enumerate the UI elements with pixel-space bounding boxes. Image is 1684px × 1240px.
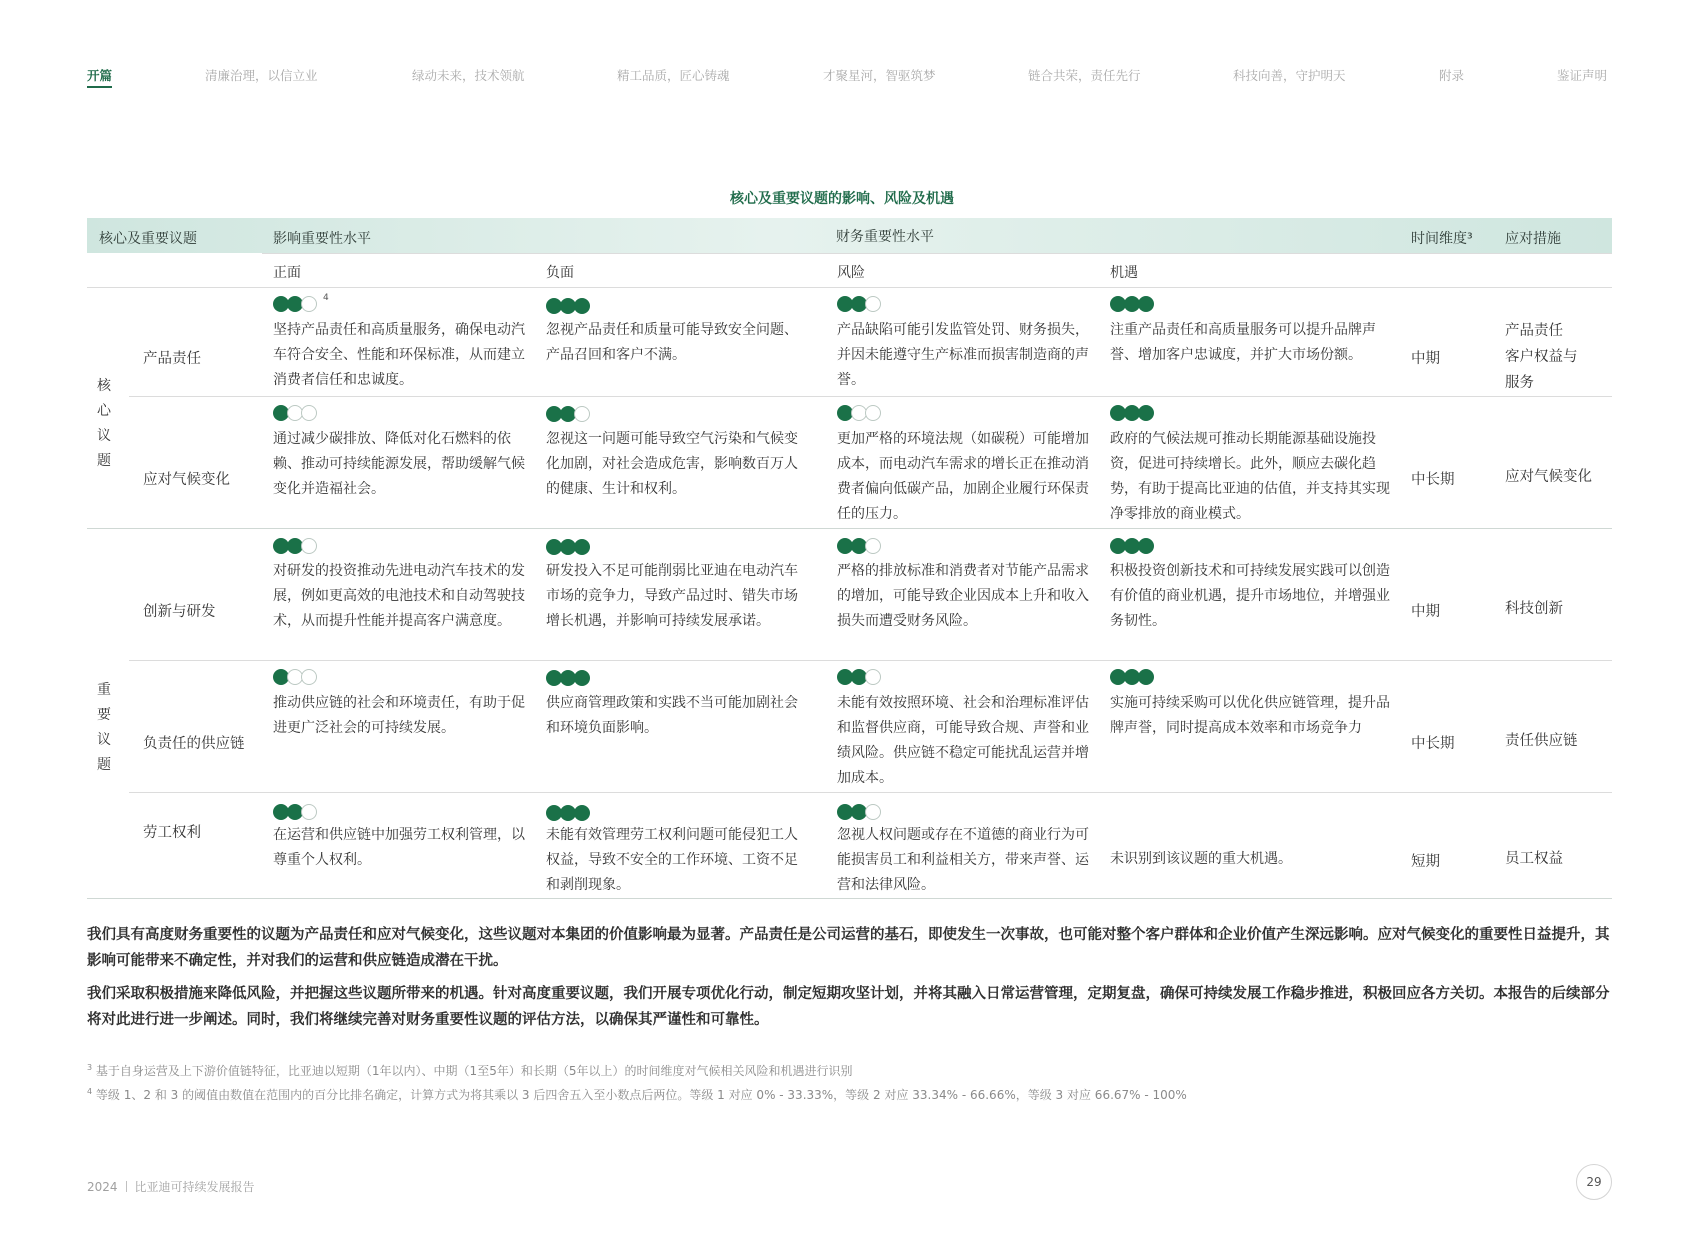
header-measures: 应对措施 bbox=[1505, 231, 1561, 247]
rating-dot-empty bbox=[574, 406, 590, 422]
rating-dot-empty bbox=[301, 804, 317, 820]
header-impact: 影响重要性水平 bbox=[273, 231, 371, 247]
rating-dot-filled bbox=[574, 805, 590, 821]
nav-item-green-future[interactable]: 绿动未来，技术领航 bbox=[412, 68, 525, 83]
cell-negative: 未能有效管理劳工权利问题可能侵犯工人权益，导致不安全的工作环境、工资不足和剥削现象。 bbox=[546, 827, 798, 893]
measure-line: 客户权益与 bbox=[1505, 349, 1578, 365]
cell-measures bbox=[1505, 596, 1563, 622]
rating-negative bbox=[546, 805, 606, 821]
topic-innovation: 创新与研发 bbox=[143, 604, 216, 620]
topic-climate-change: 应对气候变化 bbox=[143, 472, 230, 488]
rating-risk bbox=[837, 405, 897, 421]
nav-item-talent[interactable]: 才聚星河，智驱筑梦 bbox=[823, 68, 936, 83]
rating-dot-empty bbox=[865, 804, 881, 820]
footnote bbox=[87, 1062, 1612, 1079]
cell-positive: 通过减少碳排放、降低对化石燃料的依赖、推动可持续能源发展，帮助缓解气候变化并造福社会。 bbox=[273, 431, 525, 497]
measure-line: 产品责任 bbox=[1505, 323, 1563, 339]
row-divider bbox=[129, 792, 1612, 793]
rating-risk bbox=[837, 669, 897, 685]
rating-dot-filled bbox=[574, 539, 590, 555]
cell-opportunity: 政府的气候法规可推动长期能源基础设施投资，促进可持续增长。此外，顺应去碳化趋势，有助于提高比亚迪的估值，并支持其实现净零排放的商业模式。 bbox=[1110, 431, 1390, 522]
rating-dot-empty bbox=[301, 296, 317, 312]
body-paragraph: 我们采取积极措施来降低风险，并把握这些议题所带来的机遇。针对高度重要议题，我们开展专项优化行动，制定短期攻坚计划，并将其融入日常运营管理，定期复盘，确保可持续发展工作稳步推进，积极回应各方关切。本报告的后续部分将对此进行进一步阐述。同时，我们将继续完善对财务重要性议题的评估方法，以确保其严谨性和可靠性。 bbox=[87, 986, 1610, 1028]
cell-time: 中期 bbox=[1411, 351, 1440, 367]
rating-risk bbox=[837, 538, 897, 554]
body-paragraph: 我们具有高度财务重要性的议题为产品责任和应对气候变化，这些议题对本集团的价值影响最为显著。产品责任是公司运营的基石，即使发生一次事故，也可能对整个客户群体和企业价值产生深远影响。应对气候变化的重要性日益提升，其影响可能带来不确定性，并对我们的运营和供应链造成潜在干扰。 bbox=[87, 927, 1610, 969]
cell-negative: 研发投入不足可能削弱比亚迪在电动汽车市场的竞争力，导致产品过时、错失市场增长机遇，并影响可持续发展承诺。 bbox=[546, 563, 798, 629]
group-important-label: 重要议题 bbox=[97, 682, 111, 773]
topic-product-responsibility: 产品责任 bbox=[143, 351, 201, 367]
measure-line: 应对气候变化 bbox=[1505, 469, 1592, 485]
rating-opportunity bbox=[1110, 669, 1170, 685]
rating-negative bbox=[546, 406, 606, 422]
subheader-positive: 正面 bbox=[273, 265, 301, 281]
cell-measures bbox=[1505, 318, 1578, 396]
cell-opportunity: 积极投资创新技术和可持续发展实践可以创造有价值的商业机遇，提升市场地位，并增强业务韧性。 bbox=[1110, 563, 1390, 629]
rating-negative bbox=[546, 539, 606, 555]
cell-risk: 严格的排放标准和消费者对节能产品需求的增加，可能导致企业因成本上升和收入损失而遭受财务风险。 bbox=[837, 563, 1089, 629]
measure-line: 责任供应链 bbox=[1505, 733, 1578, 749]
top-nav bbox=[87, 66, 1611, 90]
rating-positive bbox=[273, 669, 333, 685]
subheader-negative: 负面 bbox=[546, 265, 574, 281]
nav-item-supply-chain[interactable]: 链合共荣，责任先行 bbox=[1028, 68, 1141, 83]
rating-negative bbox=[546, 298, 606, 314]
cell-measures bbox=[1505, 464, 1592, 490]
cell-risk: 更加严格的环境法规（如碳税）可能增加成本，而电动汽车需求的增长正在推动消费者偏向低碳产品，加剧企业履行环保责任的压力。 bbox=[837, 431, 1089, 522]
header-financial: 财务重要性水平 bbox=[836, 229, 934, 245]
cell-time: 中期 bbox=[1411, 604, 1440, 620]
cell-risk: 未能有效按照环境、社会和治理标准评估和监督供应商，可能导致合规、声誉和业绩风险。供应链不稳定可能扰乱运营并增加成本。 bbox=[837, 695, 1089, 786]
cell-opportunity: 未识别到该议题的重大机遇。 bbox=[1110, 851, 1292, 867]
footnote-mark: 4 bbox=[87, 1087, 93, 1096]
header-topic: 核心及重要议题 bbox=[99, 231, 197, 247]
subheader-opportunity: 机遇 bbox=[1110, 265, 1138, 281]
cell-risk: 忽视人权问题或存在不道德的商业行为可能损害员工和利益相关方，带来声誉、运营和法律风险。 bbox=[837, 827, 1089, 893]
rating-dot-empty bbox=[865, 538, 881, 554]
measure-line: 员工权益 bbox=[1505, 851, 1563, 867]
footer-report-title: 比亚迪可持续发展报告 bbox=[134, 1180, 255, 1194]
footer-year: 2024 bbox=[87, 1180, 118, 1194]
cell-negative: 忽视这一问题可能导致空气污染和气候变化加剧，对社会造成危害，影响数百万人的健康、生计和权利。 bbox=[546, 431, 798, 497]
rating-footnote-mark: 4 bbox=[323, 293, 329, 303]
nav-item-technology[interactable]: 科技向善，守护明天 bbox=[1233, 68, 1346, 83]
measure-line: 服务 bbox=[1505, 375, 1534, 391]
cell-positive: 对研发的投资推动先进电动汽车技术的发展，例如更高效的电池技术和自动驾驶技术，从而提升性能并提高客户满意度。 bbox=[273, 563, 525, 629]
cell-opportunity: 实施可持续采购可以优化供应链管理，提升品牌声誉，同时提高成本效率和市场竞争力 bbox=[1110, 695, 1390, 736]
rating-dot-filled bbox=[574, 298, 590, 314]
rating-opportunity bbox=[1110, 405, 1170, 421]
measure-line: 科技创新 bbox=[1505, 601, 1563, 617]
rating-dot-empty bbox=[301, 405, 317, 421]
table-bottom bbox=[87, 898, 1612, 899]
nav-item-assurance[interactable]: 鉴证声明 bbox=[1557, 68, 1608, 83]
page-footer bbox=[87, 1178, 255, 1195]
cell-positive: 坚持产品责任和高质量服务，确保电动汽车符合安全、性能和环保标准，从而建立消费者信任和忠诚度。 bbox=[273, 322, 525, 388]
rating-positive bbox=[273, 538, 333, 554]
cell-opportunity: 注重产品责任和高质量服务可以提升品牌声誉、增加客户忠诚度，并扩大市场份额。 bbox=[1110, 322, 1376, 363]
row-divider bbox=[129, 660, 1612, 661]
cell-measures bbox=[1505, 728, 1578, 754]
row-divider bbox=[262, 253, 1612, 254]
rating-dot-empty bbox=[301, 538, 317, 554]
table-header bbox=[87, 218, 1612, 253]
nav-item-appendix[interactable]: 附录 bbox=[1439, 68, 1465, 83]
footer-separator bbox=[126, 1181, 127, 1192]
rating-dot-filled bbox=[1138, 405, 1154, 421]
rating-dot-empty bbox=[865, 405, 881, 421]
rating-negative bbox=[546, 670, 606, 686]
cell-measures bbox=[1505, 846, 1563, 872]
group-core-label: 核心议题 bbox=[97, 378, 111, 469]
rating-positive bbox=[273, 804, 333, 820]
rating-positive bbox=[273, 405, 333, 421]
rating-dot-empty bbox=[301, 669, 317, 685]
cell-negative: 供应商管理政策和实践不当可能加剧社会和环境负面影响。 bbox=[546, 695, 798, 736]
table-title: 核心及重要议题的影响、风险及机遇 bbox=[730, 191, 954, 207]
page-number: 29 bbox=[1576, 1164, 1612, 1200]
rating-dot-filled bbox=[574, 670, 590, 686]
cell-positive: 在运营和供应链中加强劳工权利管理，以尊重个人权利。 bbox=[273, 827, 525, 868]
cell-time: 中长期 bbox=[1411, 472, 1455, 488]
rating-dot-empty bbox=[865, 296, 881, 312]
rating-risk bbox=[837, 804, 897, 820]
cell-positive: 推动供应链的社会和环境责任，有助于促进更广泛社会的可持续发展。 bbox=[273, 695, 525, 736]
subheader-risk: 风险 bbox=[837, 265, 865, 281]
nav-item-opening[interactable]: 开篇 bbox=[87, 68, 113, 83]
header-time: 时间维度³ bbox=[1411, 231, 1473, 247]
cell-time: 短期 bbox=[1411, 854, 1440, 870]
footnote-text: 等级 1、2 和 3 的阈值由数值在范围内的百分比排名确定，计算方式为将其乘以 3 后四舍五入至小数点后两位。等级 1 对应 0% - 33.33%，等级 2 对应 33.34% - 66.66%，等级 3 对应 66.67% - 100% bbox=[95, 1088, 1187, 1102]
cell-risk: 产品缺陷可能引发监管处罚、财务损失，并因未能遵守生产标准而损害制造商的声誉。 bbox=[837, 322, 1089, 388]
rating-risk bbox=[837, 296, 897, 312]
group-divider bbox=[87, 528, 1612, 529]
rating-opportunity bbox=[1110, 296, 1170, 312]
rating-opportunity bbox=[1110, 538, 1170, 554]
cell-time: 中长期 bbox=[1411, 736, 1455, 752]
rating-dot-filled bbox=[1138, 538, 1154, 554]
cell-negative: 忽视产品责任和质量可能导致安全问题、产品召回和客户不满。 bbox=[546, 322, 798, 363]
row-divider bbox=[87, 287, 1612, 288]
topic-responsible-supply-chain: 负责任的供应链 bbox=[143, 736, 245, 752]
rating-dot-filled bbox=[1138, 296, 1154, 312]
footnote-text: 基于自身运营及上下游价值链特征，比亚迪以短期（1年以内）、中期（1至5年）和长期（5年以上）的时间维度对气候相关风险和机遇进行识别 bbox=[95, 1064, 853, 1078]
rating-dot-empty bbox=[865, 669, 881, 685]
footnote-mark: 3 bbox=[87, 1063, 93, 1072]
rating-dot-filled bbox=[1138, 669, 1154, 685]
row-divider bbox=[129, 396, 1612, 397]
footnote bbox=[87, 1086, 1612, 1103]
nav-item-quality[interactable]: 精工品质，匠心铸魂 bbox=[617, 68, 730, 83]
nav-item-governance[interactable]: 清廉治理，以信立业 bbox=[205, 68, 318, 83]
topic-labor-rights: 劳工权利 bbox=[143, 825, 201, 841]
